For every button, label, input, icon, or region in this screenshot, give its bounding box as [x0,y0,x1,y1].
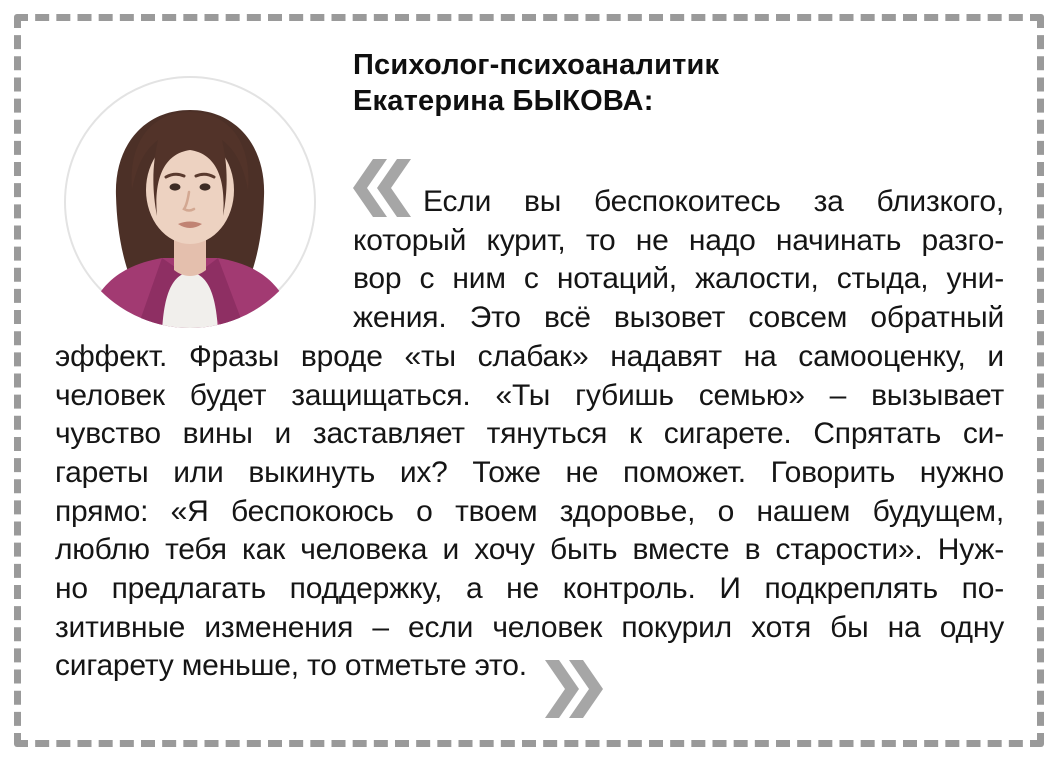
quote-line [55,338,1004,377]
quote-line-text: Если вы беспокоитесь за близкого, [423,185,1004,218]
quote-line-text: жения. Это всё вызовет совсем обратный [353,301,1004,335]
quote-line-text: человек будет защищаться. «Ты губишь семью» – вызывает [55,378,1004,412]
quote-line [55,454,1004,493]
photo-container [55,47,353,332]
quote-line-text: который курит, то не надо начинать разго- [353,223,1004,257]
open-quote-icon [353,209,423,211]
close-quote-icon [527,673,603,675]
quote-line [55,415,1004,454]
quote-line-text: прямо: «Я беспокоюсь о твоем здоровье, о нашем будущем, [55,494,1004,528]
quote-line [55,377,1004,416]
quote-line [55,647,1004,686]
quote-line-text: но предлагать поддержку, а не контроль. И подкреплять по- [55,572,1004,606]
quote-card [14,14,1044,747]
header-title: Психолог-психоаналитик [353,49,720,81]
portrait-photo [62,74,318,330]
quote-line [55,609,1004,648]
quote-line-text: зитивные изменения – если человек покурил хотя бы на одну [55,610,1004,644]
quote-line-text: люблю тебя как человека и хочу быть вместе в старости». Нуж- [55,533,1004,567]
quote-line [55,570,1004,609]
quote-line-text: гареты или выкинуть их? Тоже не поможет. Говорить нужно [55,455,1004,489]
quote-line-text: вор с ним с нотаций, жалости, стыда, уни- [353,262,1004,296]
quote-line [55,531,1004,570]
quote-line-text: эффект. Фразы вроде «ты слабак» надавят на самооценку, и [55,339,1004,373]
header-name: Екатерина БЫКОВА: [353,85,654,117]
quote-line-text: чувство вины и заставляет тянуться к сигарете. Спрятать си- [55,417,1004,451]
quote-line-text: сигарету меньше, то отметьте это. [55,649,527,683]
quote-line [55,493,1004,532]
